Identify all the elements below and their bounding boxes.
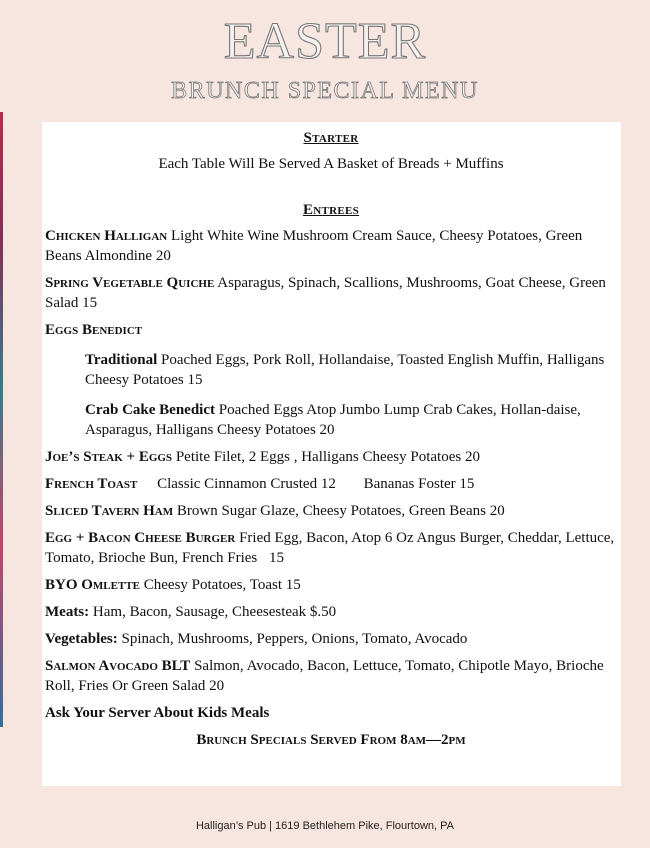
menu-item-tavern-ham — [45, 501, 617, 521]
entrees-heading: Entrees — [302, 202, 360, 218]
menu-subitem-crab-cake-benedict — [85, 400, 617, 440]
menu-item-cheese-burger — [45, 528, 617, 568]
item-name: Egg + Bacon Cheese Burger — [45, 530, 236, 546]
item-name: Joe’s Steak + Eggs — [45, 449, 173, 465]
omelette-vegetables — [45, 629, 617, 649]
item-name: Spring Vegetable Quiche — [45, 275, 215, 291]
item-name: Chicken Halligan — [45, 228, 168, 244]
menu-item-french-toast — [45, 474, 617, 494]
omelette-meats — [45, 602, 617, 622]
item-name: French Toast — [45, 476, 138, 492]
menu-item-chicken-halligan — [45, 226, 617, 266]
vegetables-text: Spinach, Mushrooms, Peppers, Onions, Tomato, Avocado — [121, 631, 468, 647]
meats-label: Meats: — [45, 604, 90, 620]
item-name: Salmon Avocado BLT — [45, 658, 191, 674]
item-name: Eggs Benedict — [45, 322, 143, 338]
item-desc: Light White Wine Mushroom Cream Sauce, Cheesy Potatoes, Green Beans Almondine 20 — [45, 228, 583, 264]
item-name: BYO Omlette — [45, 577, 140, 593]
item-desc: Fried Egg, Bacon, Atop 6 Oz Angus Burger, Cheddar, Lettuce, Tomato, Brioche Bun, French Fries — [45, 530, 615, 566]
item-desc: Poached Eggs, Pork Roll, Hollandaise, Toasted English Muffin, Halligans Cheesy Potatoes 15 — [85, 352, 605, 388]
menu-subitem-traditional — [85, 350, 617, 390]
item-desc: Salmon, Avocado, Bacon, Lettuce, Tomato, Chipotle Mayo, Brioche Roll, Fries Or Green Salad 20 — [45, 658, 604, 694]
footer-address: Halligan’s Pub | 1619 Bethlehem Pike, Flourtown, PA — [195, 820, 455, 832]
starter-heading: Starter — [303, 130, 359, 146]
vegetables-label: Vegetables: — [45, 631, 118, 647]
item-name: Crab Cake Benedict — [85, 402, 215, 418]
item-desc: Petite Filet, 2 Eggs , Halligans Cheesy Potatoes 20 — [175, 449, 480, 465]
item-name: Sliced Tavern Ham — [45, 503, 174, 519]
brunch-hours-note: Brunch Specials Served From 8am—2pm — [196, 732, 466, 748]
item-desc: Cheesy Potatoes, Toast 15 — [143, 577, 301, 593]
item-name: Traditional — [85, 352, 158, 368]
kids-meals-note: Ask Your Server About Kids Meals — [45, 705, 270, 721]
item-desc: Brown Sugar Glaze, Cheesy Potatoes, Green Beans 20 — [176, 503, 505, 519]
item-option: Bananas Foster 15 — [363, 476, 475, 492]
menu-item-eggs-benedict — [45, 320, 617, 340]
item-desc: Asparagus, Spinach, Scallions, Mushrooms, Goat Cheese, Green Salad 15 — [45, 275, 606, 311]
menu-item-salmon-blt — [45, 656, 617, 696]
menu-item-steak-eggs — [45, 447, 617, 467]
decorative-edge-strip — [0, 112, 3, 727]
meats-text: Ham, Bacon, Sausage, Cheesesteak $.50 — [92, 604, 337, 620]
menu-item-byo-omelette — [45, 575, 617, 595]
menu-subtitle: BRUNCH SPECIAL MENU — [171, 78, 479, 104]
menu-card — [42, 122, 621, 786]
starter-text: Each Table Will Be Served A Basket of Breads + Muffins — [158, 156, 504, 172]
item-option: Classic Cinnamon Crusted 12 — [157, 476, 336, 492]
item-price: 15 — [269, 550, 284, 566]
menu-item-spring-quiche — [45, 273, 617, 313]
item-desc: Poached Eggs Atop Jumbo Lump Crab Cakes, Hollan-daise, Asparagus, Halligans Cheesy Potatoes 20 — [85, 402, 581, 438]
menu-title: EASTER — [223, 13, 427, 70]
